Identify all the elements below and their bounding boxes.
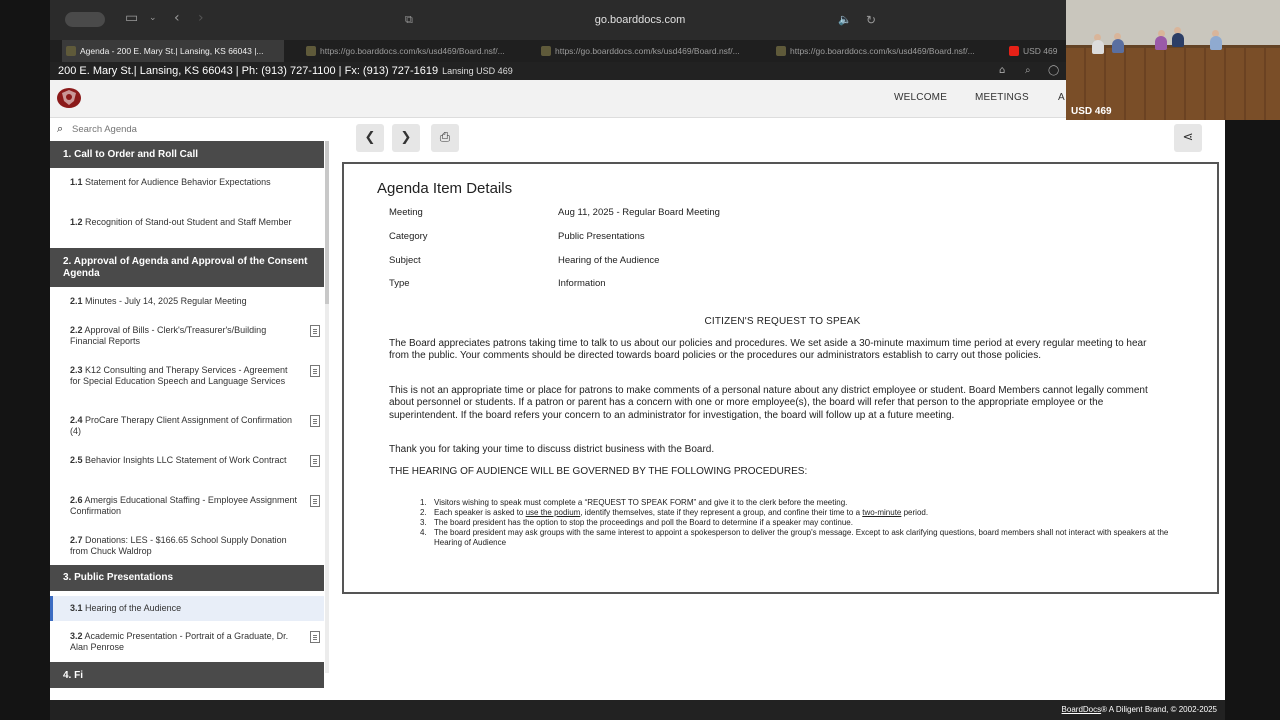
agenda-item-2-6[interactable] (50, 495, 324, 517)
procedure-text: Visitors wishing to speak must complete a “REQUEST TO SPEAK FORM” and give it to the clerk before the meeting. (434, 498, 848, 507)
district-header (50, 62, 1225, 80)
agenda-item-2-7[interactable] (50, 535, 324, 557)
back-icon[interactable]: ‹ (174, 10, 180, 26)
agenda-item-3-1[interactable] (50, 596, 324, 621)
print-button[interactable]: ⎙ (431, 124, 459, 152)
item-number: 2.3 (70, 365, 83, 375)
favicon-icon (306, 46, 316, 56)
agenda-scrollbar[interactable] (325, 141, 329, 673)
browser-toolbar (50, 0, 1066, 40)
youtube-icon (1009, 46, 1019, 56)
reload-icon[interactable]: ↻ (865, 13, 876, 27)
document-icon[interactable] (310, 455, 320, 467)
tab-boarddocs-1[interactable] (302, 40, 517, 62)
document-title: CITIZEN'S REQUEST TO SPEAK (704, 316, 861, 327)
section-label: 1. Call to Order and Roll Call (63, 148, 199, 160)
underlined-text: use the podium (525, 508, 581, 517)
agenda-item-2-1[interactable] (50, 296, 324, 307)
section-approval[interactable] (50, 248, 324, 287)
footer-copyright (1062, 705, 1217, 714)
details-heading: Agenda Item Details (377, 180, 513, 197)
procedure-item (420, 518, 1190, 528)
field-label: Type (389, 278, 410, 289)
section-4[interactable] (50, 662, 324, 688)
search-icon[interactable]: ⌕ (1025, 65, 1031, 76)
tab-label: USD 469 (1023, 46, 1058, 56)
district-logo (56, 87, 82, 109)
section-label: 3. Public Presentations (63, 572, 174, 583)
item-label: Amergis Educational Staffing - Employee Assignment Confirmation (70, 495, 297, 516)
item-label: Behavior Insights LLC Statement of Work Contract (85, 455, 287, 465)
item-label: Donations: LES - $166.65 School Supply Donation from Chuck Waldrop (70, 535, 287, 556)
item-number: 2.7 (70, 535, 83, 545)
meeting-video-overlay (1066, 0, 1280, 120)
field-meeting (389, 207, 720, 218)
district-address: 200 E. Mary St.| Lansing, KS 66043 | Ph: (913) 727-1100 | Fx: (913) 727-1619 (58, 65, 439, 77)
paragraph-thanks: Thank you for taking your time to discuss district business with the Board. (389, 444, 715, 455)
favicon-icon (776, 46, 786, 56)
item-label: Academic Presentation - Portrait of a Graduate, Dr. Alan Penrose (70, 631, 289, 652)
tab-agenda[interactable] (62, 40, 284, 62)
document-icon[interactable] (310, 325, 320, 337)
section-call-to-order[interactable] (50, 141, 324, 168)
tab-label: https://go.boarddocs.com/ks/usd469/Board.nsf/... (555, 46, 740, 56)
procedure-text: The board president may ask groups with the same interest to appoint a spokesperson to deliver the group's message. Except to ask clarifying questions, board members shall not interact with speakers at the Hearing of Audience (434, 528, 1169, 547)
agenda-item-2-2[interactable] (50, 325, 324, 347)
scrollbar-thumb[interactable] (325, 141, 329, 304)
procedure-item (420, 498, 1190, 508)
item-number: 3.1 (70, 603, 83, 614)
field-label: Meeting (389, 207, 423, 218)
sidebar-toggle-icon[interactable]: ▭ (125, 10, 139, 26)
section-label: 4. Fi (63, 670, 84, 681)
tab-boarddocs-2[interactable] (537, 40, 752, 62)
procedure-item (420, 528, 1190, 548)
item-label: Hearing of the Audience (85, 603, 182, 614)
list-number: 2. (420, 508, 427, 517)
share-button[interactable]: ⋖ (1174, 124, 1202, 152)
agenda-item-2-5[interactable] (50, 455, 324, 466)
field-value: Information (558, 278, 606, 289)
list-number: 1. (420, 498, 427, 507)
main-nav (50, 80, 1225, 118)
list-number: 4. (420, 528, 427, 537)
copyright-text: ® A Diligent Brand, © 2002-2025 (1101, 705, 1217, 714)
item-number: 2.4 (70, 415, 83, 425)
procedures-list (420, 498, 1190, 548)
item-number: 2.5 (70, 455, 83, 465)
field-category (389, 231, 645, 242)
boarddocs-link[interactable]: BoardDocs (1061, 705, 1102, 714)
paragraph-intro: The Board appreciates patrons taking time to talk to us about our policies and procedures. We set aside a 30-minute maximum time period at every regular meeting to hear from the public. Your comments should be directed towards board policies or the procedures our administrators establish to carry out those policies. (389, 338, 1147, 362)
procedure-text: Each speaker is asked to (434, 508, 526, 517)
item-number: 2.6 (70, 495, 83, 505)
field-value: Public Presentations (558, 231, 645, 242)
item-label: K12 Consulting and Therapy Services - Agreement for Special Education Speech and Language Services (70, 365, 288, 386)
user-icon[interactable]: ◯ (1048, 65, 1060, 76)
url-text: go.boarddocs.com (594, 14, 686, 26)
video-person (1092, 40, 1104, 54)
tab-label: https://go.boarddocs.com/ks/usd469/Board.nsf/... (790, 46, 975, 56)
district-name: Lansing USD 469 (442, 66, 513, 76)
field-type (389, 278, 606, 289)
list-number: 3. (420, 518, 427, 527)
field-label: Category (389, 231, 428, 242)
procedure-text: , identify themselves, state if they represent a group, and confine their time to a (580, 508, 863, 517)
field-value: Aug 11, 2025 - Regular Board Meeting (558, 207, 720, 218)
forward-icon[interactable]: › (198, 10, 204, 26)
agenda-item-3-2[interactable] (50, 631, 324, 653)
chevron-down-icon[interactable]: ⌄ (149, 13, 157, 23)
audio-icon[interactable]: 🔈 (838, 14, 852, 26)
nav-more[interactable]: A (1058, 92, 1065, 103)
document-icon[interactable] (310, 415, 320, 427)
procedure-text: period. (901, 508, 929, 517)
search-icon: ⌕ (57, 122, 64, 135)
field-subject (389, 255, 660, 266)
page-footer (50, 700, 1225, 720)
procedure-item (420, 508, 1190, 518)
nav-welcome[interactable]: WELCOME (894, 92, 948, 103)
boarddocs-page (50, 62, 1225, 714)
tab-label: https://go.boarddocs.com/ks/usd469/Board.nsf/... (320, 46, 505, 56)
procedure-text: The board president has the option to stop the proceedings and poll the Board to determine if a speaker may continue. (434, 518, 853, 527)
document-icon[interactable] (310, 365, 320, 377)
home-icon[interactable]: ⌂ (999, 65, 1006, 76)
agenda-search (50, 118, 325, 140)
tab-bar (50, 40, 1066, 62)
agenda-item-2-3[interactable] (50, 365, 324, 387)
previous-item-button[interactable]: ❮ (356, 124, 384, 152)
favicon-icon (541, 46, 551, 56)
window-controls[interactable] (65, 12, 105, 27)
video-label: USD 469 (1071, 106, 1112, 117)
video-person (1210, 36, 1222, 50)
video-person (1112, 39, 1124, 53)
item-label: Recognition of Stand-out Student and Staff Member (85, 217, 292, 227)
underlined-text: two-minute (862, 508, 902, 517)
favicon-icon (66, 46, 76, 56)
agenda-list (50, 141, 325, 681)
address-bar[interactable] (390, 8, 890, 32)
site-settings-icon[interactable]: ⧉ (405, 14, 413, 26)
item-number: 2.2 (70, 325, 83, 335)
section-public-presentations[interactable] (50, 565, 324, 591)
agenda-item-details (342, 162, 1219, 594)
nav-meetings[interactable]: MEETINGS (975, 92, 1029, 103)
tab-boarddocs-3[interactable] (772, 40, 987, 62)
section-label: 2. Approval of Agenda and Approval of the Consent Agenda (63, 255, 308, 279)
tab-label: Agenda - 200 E. Mary St.| Lansing, KS 66043 |... (80, 46, 264, 56)
video-person (1172, 33, 1184, 47)
document-icon[interactable] (310, 495, 320, 507)
next-item-button[interactable]: ❯ (392, 124, 420, 152)
paragraph-personal-comments: This is not an appropriate time or place for patrons to make comments of a personal nature about any district employee or student. Board Members cannot legally comment about personnel or students. If a patron or parent has a concern with one or more employee(s), the board will refer that person to the appropriate employee or the superintendent. If the board refers your concern to an administrator for investigation, the board will follow up at a future meeting. (389, 385, 1148, 421)
search-input[interactable] (72, 121, 312, 137)
paragraph-procedures-heading: THE HEARING OF AUDIENCE WILL BE GOVERNED BY THE FOLLOWING PROCEDURES: (389, 466, 808, 477)
agenda-item-2-4[interactable] (50, 415, 324, 437)
item-number: 2.1 (70, 296, 83, 306)
field-value: Hearing of the Audience (558, 255, 660, 266)
field-label: Subject (389, 255, 421, 266)
item-label: ProCare Therapy Client Assignment of Confirmation (4) (70, 415, 292, 436)
document-icon[interactable] (310, 631, 320, 643)
tab-youtube[interactable] (1005, 40, 1066, 62)
item-number: 1.1 (70, 177, 83, 187)
video-person (1155, 36, 1167, 50)
item-number: 3.2 (70, 631, 83, 641)
item-label: Minutes - July 14, 2025 Regular Meeting (85, 296, 247, 306)
agenda-item-1-2[interactable] (50, 217, 324, 228)
agenda-item-1-1[interactable] (50, 177, 324, 188)
item-label: Approval of Bills - Clerk's/Treasurer's/Building Financial Reports (70, 325, 267, 346)
item-label: Statement for Audience Behavior Expectations (85, 177, 271, 187)
item-number: 1.2 (70, 217, 83, 227)
